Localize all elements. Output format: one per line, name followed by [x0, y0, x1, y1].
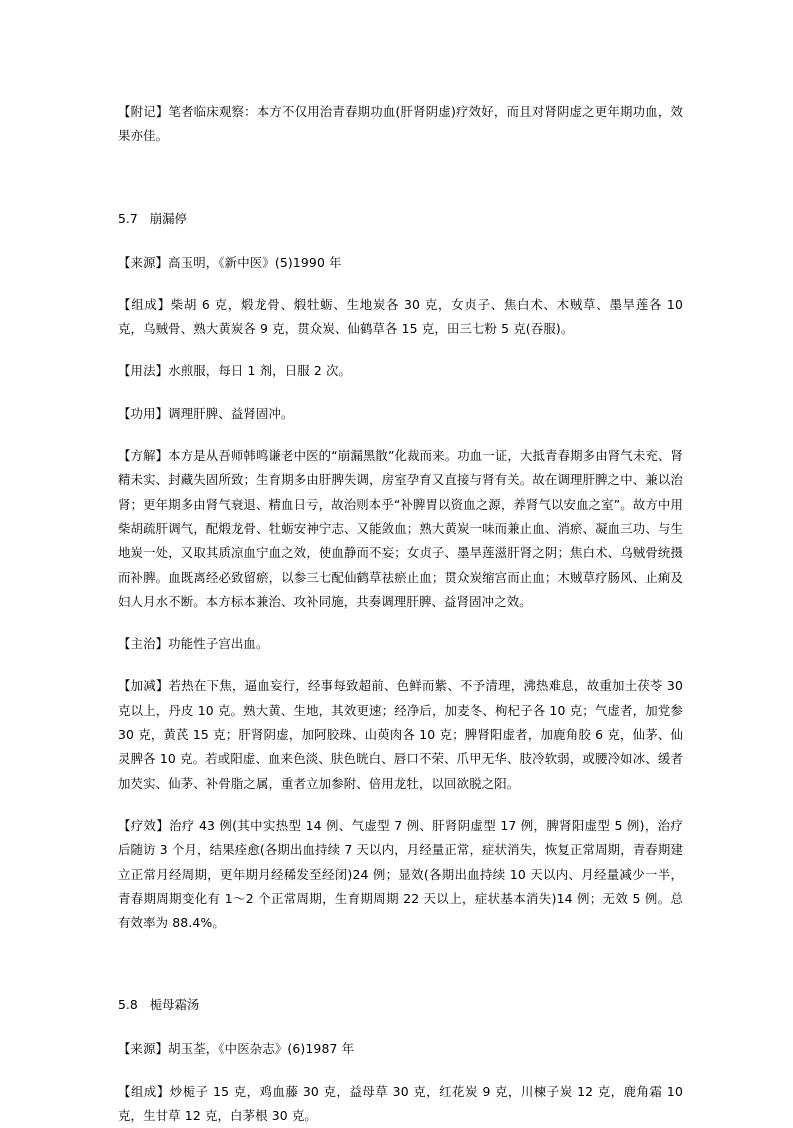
composition-paragraph [118, 1080, 683, 1128]
spacer [118, 426, 683, 444]
function-paragraph [118, 402, 683, 426]
section-title: 崩漏停 [149, 210, 187, 226]
composition-text: 柴胡 6 克，煅龙骨、煅牡蛎、生地炭各 30 克，女贞子、焦白术、木贼草、墨旱莲各 10 克，乌贼骨、熟大黄炭各 9 克，贯众炭、仙鹤草各 15 克，田三七粉 5 克(吞服)。 [118, 296, 683, 337]
composition-tag: 【组成】 [118, 1083, 170, 1099]
section-title: 栀母霜汤 [149, 997, 200, 1013]
source-paragraph [118, 251, 683, 275]
section-heading-5-7 [118, 207, 683, 231]
usage-paragraph [118, 359, 683, 383]
indication-text: 功能性子宫出血。 [168, 636, 269, 652]
source-tag: 【来源】 [118, 1041, 169, 1057]
usage-tag: 【用法】 [118, 363, 169, 379]
modification-tag: 【加减】 [118, 678, 169, 694]
appendix-tag: 【附记】 [118, 104, 169, 119]
indication-tag: 【主治】 [118, 636, 169, 652]
composition-tag: 【组成】 [118, 296, 171, 312]
efficacy-tag: 【疗效】 [118, 817, 170, 833]
spacer [118, 149, 683, 207]
spacer [118, 384, 683, 402]
section-heading-5-8 [118, 993, 683, 1017]
spacer [118, 935, 683, 993]
source-tag: 【来源】 [118, 254, 169, 270]
spacer [118, 796, 683, 814]
spacer [118, 341, 683, 359]
spacer [118, 275, 683, 293]
modification-text: 若热在下焦，逼血妄行，经事每致超前、色鲜而紫、不予清理，沸热难息，故重加土茯苓 30 克以上，丹皮 10 克。熟大黄、生地，其效更速；经净后，加麦冬、枸杞子各 10 克；气虚者，加党参 30 克，黄芪 15 克；肝肾阴虚，加阿胶珠、山萸肉各 10 克；脾肾阳虚者，加鹿角胶 6 克，仙茅、仙灵脾各 10 克。若或阳虚、血来色淡、肤色晄白、唇口不荣、爪甲无华、肢冷软弱，或腰冷如冰、缓者加芡实、仙茅、补骨脂之属，重者立加参附、倍用龙牡，以回欲脱之阳。 [118, 678, 683, 791]
appendix-paragraph [118, 100, 683, 149]
spacer [118, 231, 683, 251]
explanation-tag: 【方解】 [118, 448, 169, 464]
indication-paragraph [118, 632, 683, 656]
function-text: 调理肝脾、益肾固冲。 [168, 405, 294, 421]
explanation-paragraph [118, 444, 683, 614]
spacer [118, 614, 683, 632]
efficacy-paragraph [118, 814, 683, 935]
composition-paragraph [118, 293, 683, 342]
spacer [118, 656, 683, 674]
section-number: 5.8 [118, 997, 138, 1013]
modification-paragraph [118, 674, 683, 795]
appendix-text: 笔者临床观察：本方不仅用治青春期功血(肝肾阴虚)疗效好，而且对肾阴虚之更年期功血，效果亦佳。 [118, 104, 683, 144]
efficacy-text: 治疗 43 例(其中实热型 14 例、气虚型 7 例、肝肾阴虚型 17 例，脾肾阳虚型 5 例)，治疗后随访 3 个月，结果痊愈(各期出血持续 7 天以内，月经量正常，症状消失，恢复正常周期，青春期建立正常月经周期，更年期月经稀发至经闭)24 例；显效(各期出血持续 10 天以内、月经量减少一半，青春期周期变化有 1～2 个正常周期，生育期周期 22 天以上，症状基本消失)14 例；无效 5 例。总有效率为 88.4%。 [118, 817, 683, 931]
usage-text: 水煎服，每日 1 剂，日服 2 次。 [168, 363, 352, 379]
composition-text: 炒栀子 15 克，鸡血藤 30 克，益母草 30 克，红花炭 9 克，川楝子炭 12 克，鹿角霜 10 克，生甘草 12 克，白茅根 30 克。 [118, 1083, 683, 1124]
function-tag: 【功用】 [118, 405, 169, 421]
source-text: 胡玉荃，《中医杂志》(6)1987 年 [168, 1041, 355, 1057]
spacer [118, 1062, 683, 1080]
source-text: 高玉明，《新中医》(5)1990 年 [168, 254, 342, 270]
document-page [118, 100, 683, 1128]
section-number: 5.7 [118, 210, 138, 226]
source-paragraph [118, 1037, 683, 1061]
spacer [118, 1017, 683, 1037]
explanation-text: 本方是从吾师韩鸣谦老中医的“崩漏黑散”化裁而来。功血一证，大抵青春期多由肾气未充、肾精未实、封藏失固所致；生育期多由肝脾失调，房室孕育又直接与肾有关。故在调理肝脾之中、兼以治肾；更年期多由肾气衰退、精血日亏，故治则本乎“补脾胃以资血之源，养肾气以安血之室”。故方中用柴胡疏肝调气，配煅龙骨、牡蛎安神宁志、又能敛血；熟大黄炭一味而兼止血、消瘀、凝血三功、与生地炭一处，又取其质凉血宁血之效，使血静而不妄；女贞子、墨旱莲滋肝肾之阴；焦白术、乌贼骨统摄而补脾。血既离经必致留瘀，以参三七配仙鹤草祛瘀止血；贯众炭缩宫而止血；木贼草疗肠风、止痢及妇人月水不断。本方标本兼治、攻补同施，共奏调理肝脾、益肾固冲之效。 [118, 448, 683, 609]
